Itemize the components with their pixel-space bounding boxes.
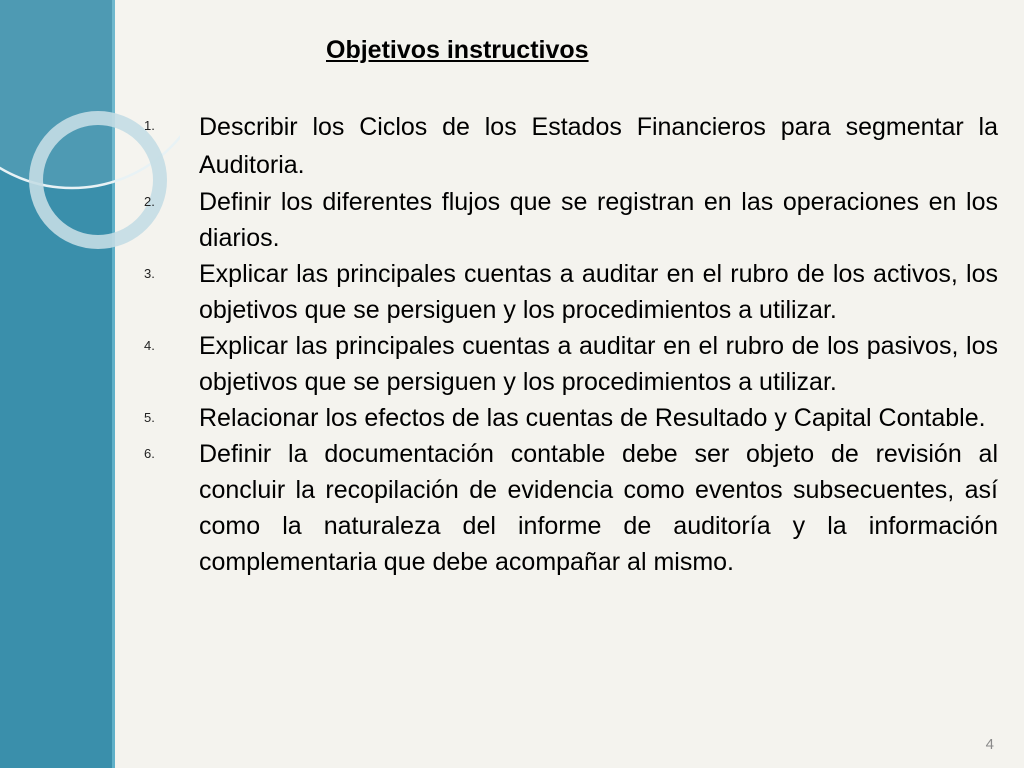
- objective-item-2: [140, 184, 998, 256]
- objective-item-3: [140, 256, 998, 328]
- objective-text: Explicar las principales cuentas a auditar en el rubro de los activos, los objetivos que se persiguen y los procedimientos a utilizar.: [199, 260, 998, 324]
- objective-item-5: [140, 400, 998, 436]
- objective-text: Definir la documentación contable debe ser objeto de revisión al concluir la recopilación de evidencia como eventos subsecuentes, así como la naturaleza del informe de auditoría y la información complementaria que debe acompañar al mismo.: [199, 440, 998, 576]
- objective-text: Describir los Ciclos de los Estados Financieros para segmentar la Auditoria.: [199, 113, 998, 179]
- objective-number: 1.: [144, 118, 155, 133]
- objective-item-4: [140, 328, 998, 400]
- objective-text: Definir los diferentes flujos que se registran en las operaciones en los diarios.: [199, 188, 998, 252]
- objective-number: 2.: [144, 194, 155, 209]
- page-number: 4: [985, 736, 994, 753]
- objective-text: Explicar las principales cuentas a auditar en el rubro de los pasivos, los objetivos que se persiguen y los procedimientos a utilizar.: [199, 332, 998, 396]
- objective-number: 5.: [144, 410, 155, 425]
- slide-title: Objetivos instructivos: [326, 36, 589, 64]
- objective-item-1: [140, 108, 998, 184]
- objective-text: Relacionar los efectos de las cuentas de Resultado y Capital Contable.: [199, 404, 986, 432]
- objective-item-6: [140, 436, 998, 580]
- objective-number: 3.: [144, 266, 155, 281]
- objective-number: 4.: [144, 338, 155, 353]
- objective-number: 6.: [144, 446, 155, 461]
- objectives-list: [140, 108, 998, 580]
